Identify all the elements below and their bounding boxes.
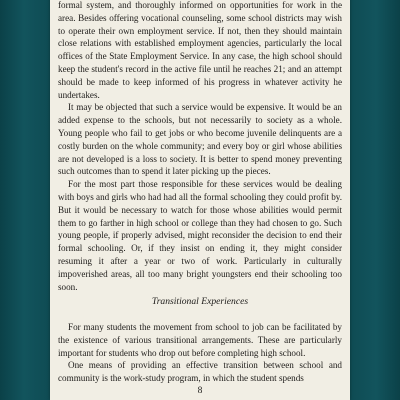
paragraph: It may be objected that such a service would be expensive. It would be an added expense to the schools, but not necessarily to society as a whole. Young people who fail to get jobs or who become juvenile delinquents are a costly burden on the whole community; and every boy or girl whose abilities are not developed is a loss to society. It is better to spend money preventing such outcomes than to spend it later picking up the pieces. xyxy=(58,102,342,177)
section-heading: Transitional Experiences xyxy=(151,296,249,307)
paragraph: formal system, and thoroughly informed on opportunities for work in the area. Besides offering vocational counseling, some school districts may wish to operate their own employment service. If not, then they should maintain close relations with established employment agencies, particularly the local offices of the State Employment Service. In any case, the high school should keep the student's record in the active file until he reaches 21; and an attempt should be made to keep informed of his progress in whatever activity he undertakes. xyxy=(58,0,342,100)
page-number: 8 xyxy=(197,386,203,396)
paragraph: One means of providing an effective transition between school and community is the work-study program, in which the student spends xyxy=(58,360,342,384)
paragraph: For many students the movement from school to job can be facilitated by the existence of various transitional arrangements. These are particularly important for students who drop out before completing high school. xyxy=(58,322,342,358)
body-text-bottom xyxy=(58,321,342,385)
paragraph: For the most part those responsible for these services would be dealing with boys and girls who had had all the formal schooling they could profit by. But it would be necessary to watch for those whose abilities would permit them to go farther in high school or college than they had chosen to go. Such young people, if properly advised, might reconsider the decision to end their formal schooling. Or, if they insist on ending it, they might consider resuming it after a year or two of work. Particularly in culturally impoverished areas, all too many bright youngsters end their schooling too soon. xyxy=(58,179,343,292)
body-text-top xyxy=(58,0,342,293)
